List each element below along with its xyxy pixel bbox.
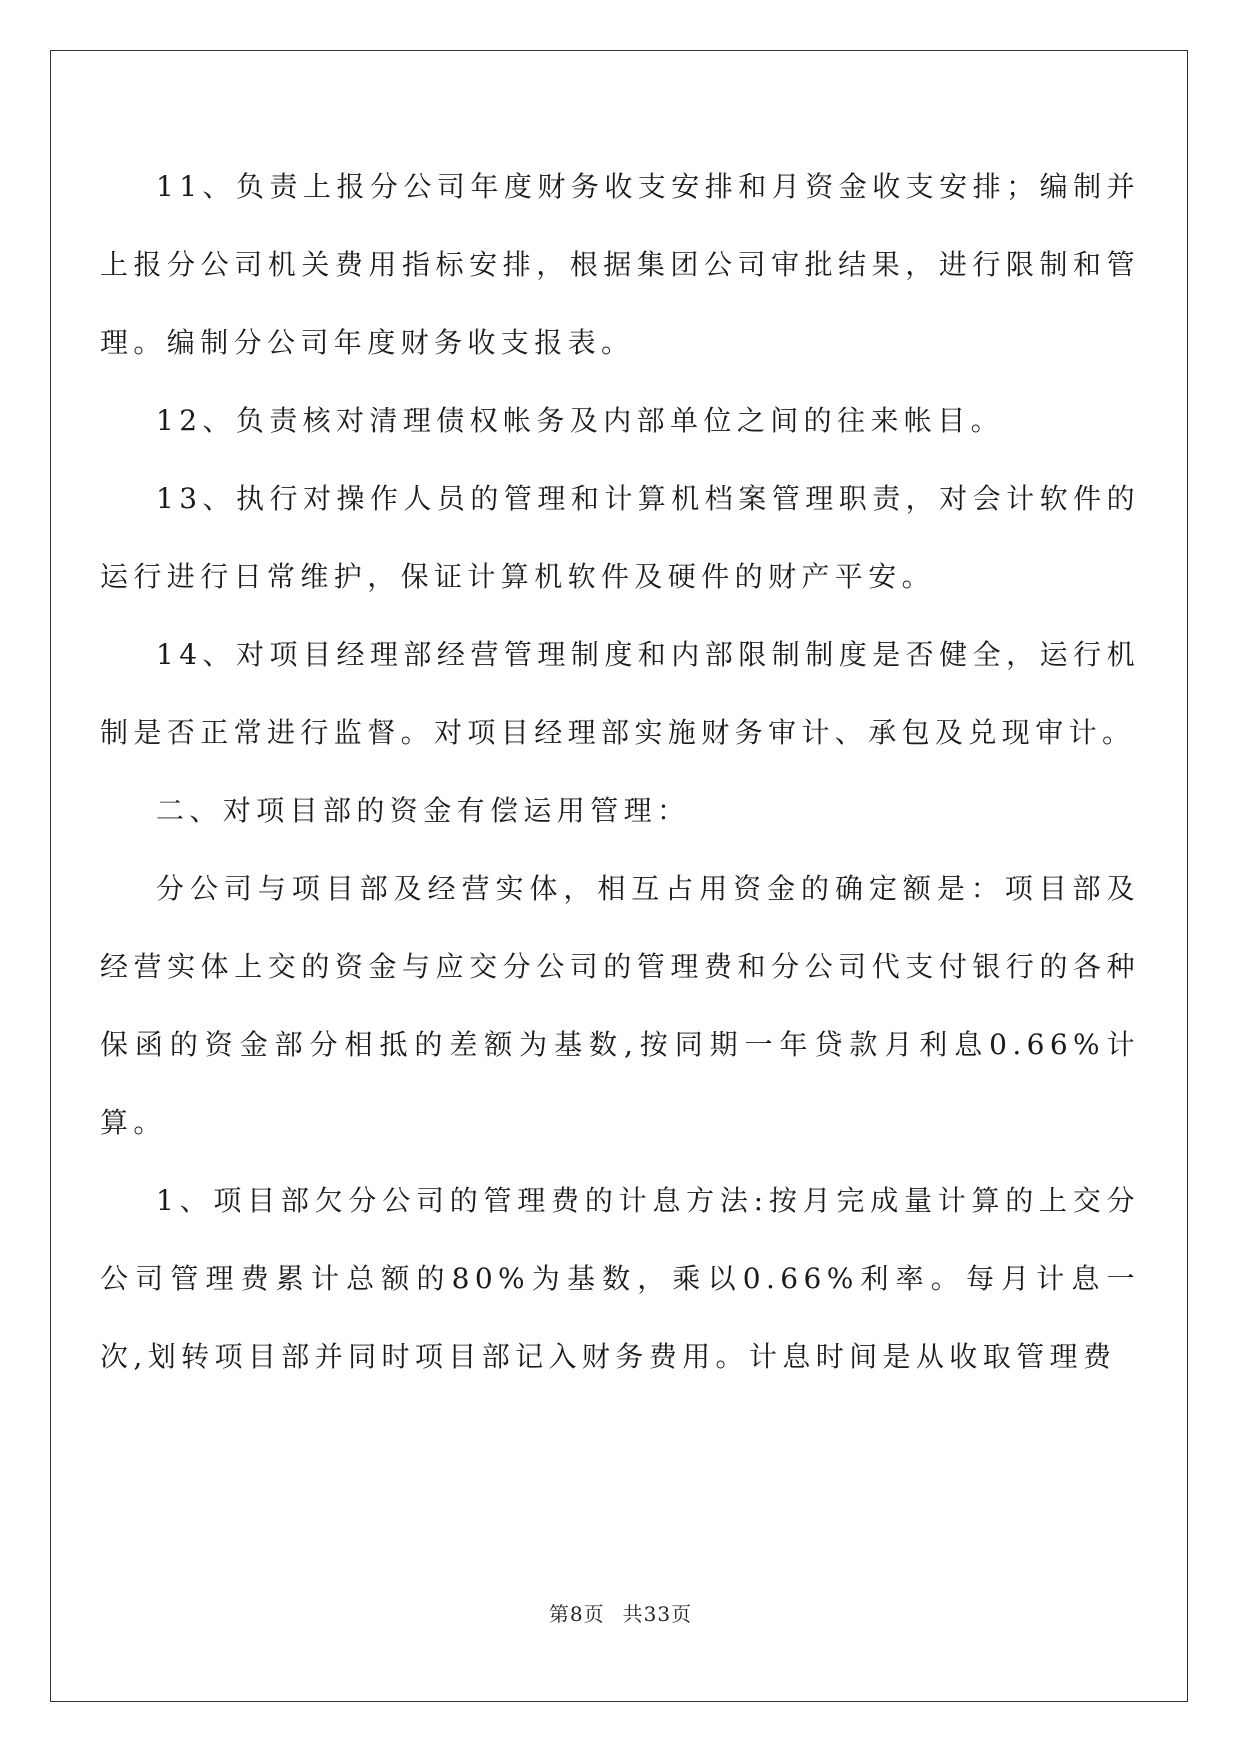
paragraph-item-12: 12、负责核对清理债权帐务及内部单位之间的往来帐目。 — [156, 404, 1005, 437]
paragraph-interest-method-1: 1、项目部欠分公司的管理费的计息方法:按月完成量计算的上交分公司管理费累计总额的80%为基数，乘以0.66%利率。每月计息一次,划转项目部并同时项目部记入财务费用。计息时间是从收取管理费 — [100, 1184, 1140, 1373]
total-pages: 共33页 — [622, 1602, 693, 1626]
page-footer — [0, 1598, 1241, 1627]
paragraph-item-14: 14、对项目经理部经营管理制度和内部限制制度是否健全，运行机制是否正常进行监督。对项目经理部实施财务审计、承包及兑现审计。 — [100, 638, 1140, 749]
page-number: 第8页 — [548, 1602, 605, 1626]
section-heading-2: 二、对项目部的资金有偿运用管理： — [156, 794, 691, 827]
document-body — [100, 148, 1140, 1396]
paragraph-item-11: 11、负责上报分公司年度财务收支安排和月资金收支安排；编制并上报分公司机关费用指标安排，根据集团公司审批结果，进行限制和管理。编制分公司年度财务收支报表。 — [100, 170, 1140, 359]
paragraph-fund-definition: 分公司与项目部及经营实体，相互占用资金的确定额是：项目部及经营实体上交的资金与应交分公司的管理费和分公司代支付银行的各种保函的资金部分相抵的差额为基数,按同期一年贷款月利息0.66%计算。 — [100, 872, 1140, 1139]
paragraph-item-13: 13、执行对操作人员的管理和计算机档案管理职责，对会计软件的运行进行日常维护，保证计算机软件及硬件的财产平安。 — [100, 482, 1140, 593]
